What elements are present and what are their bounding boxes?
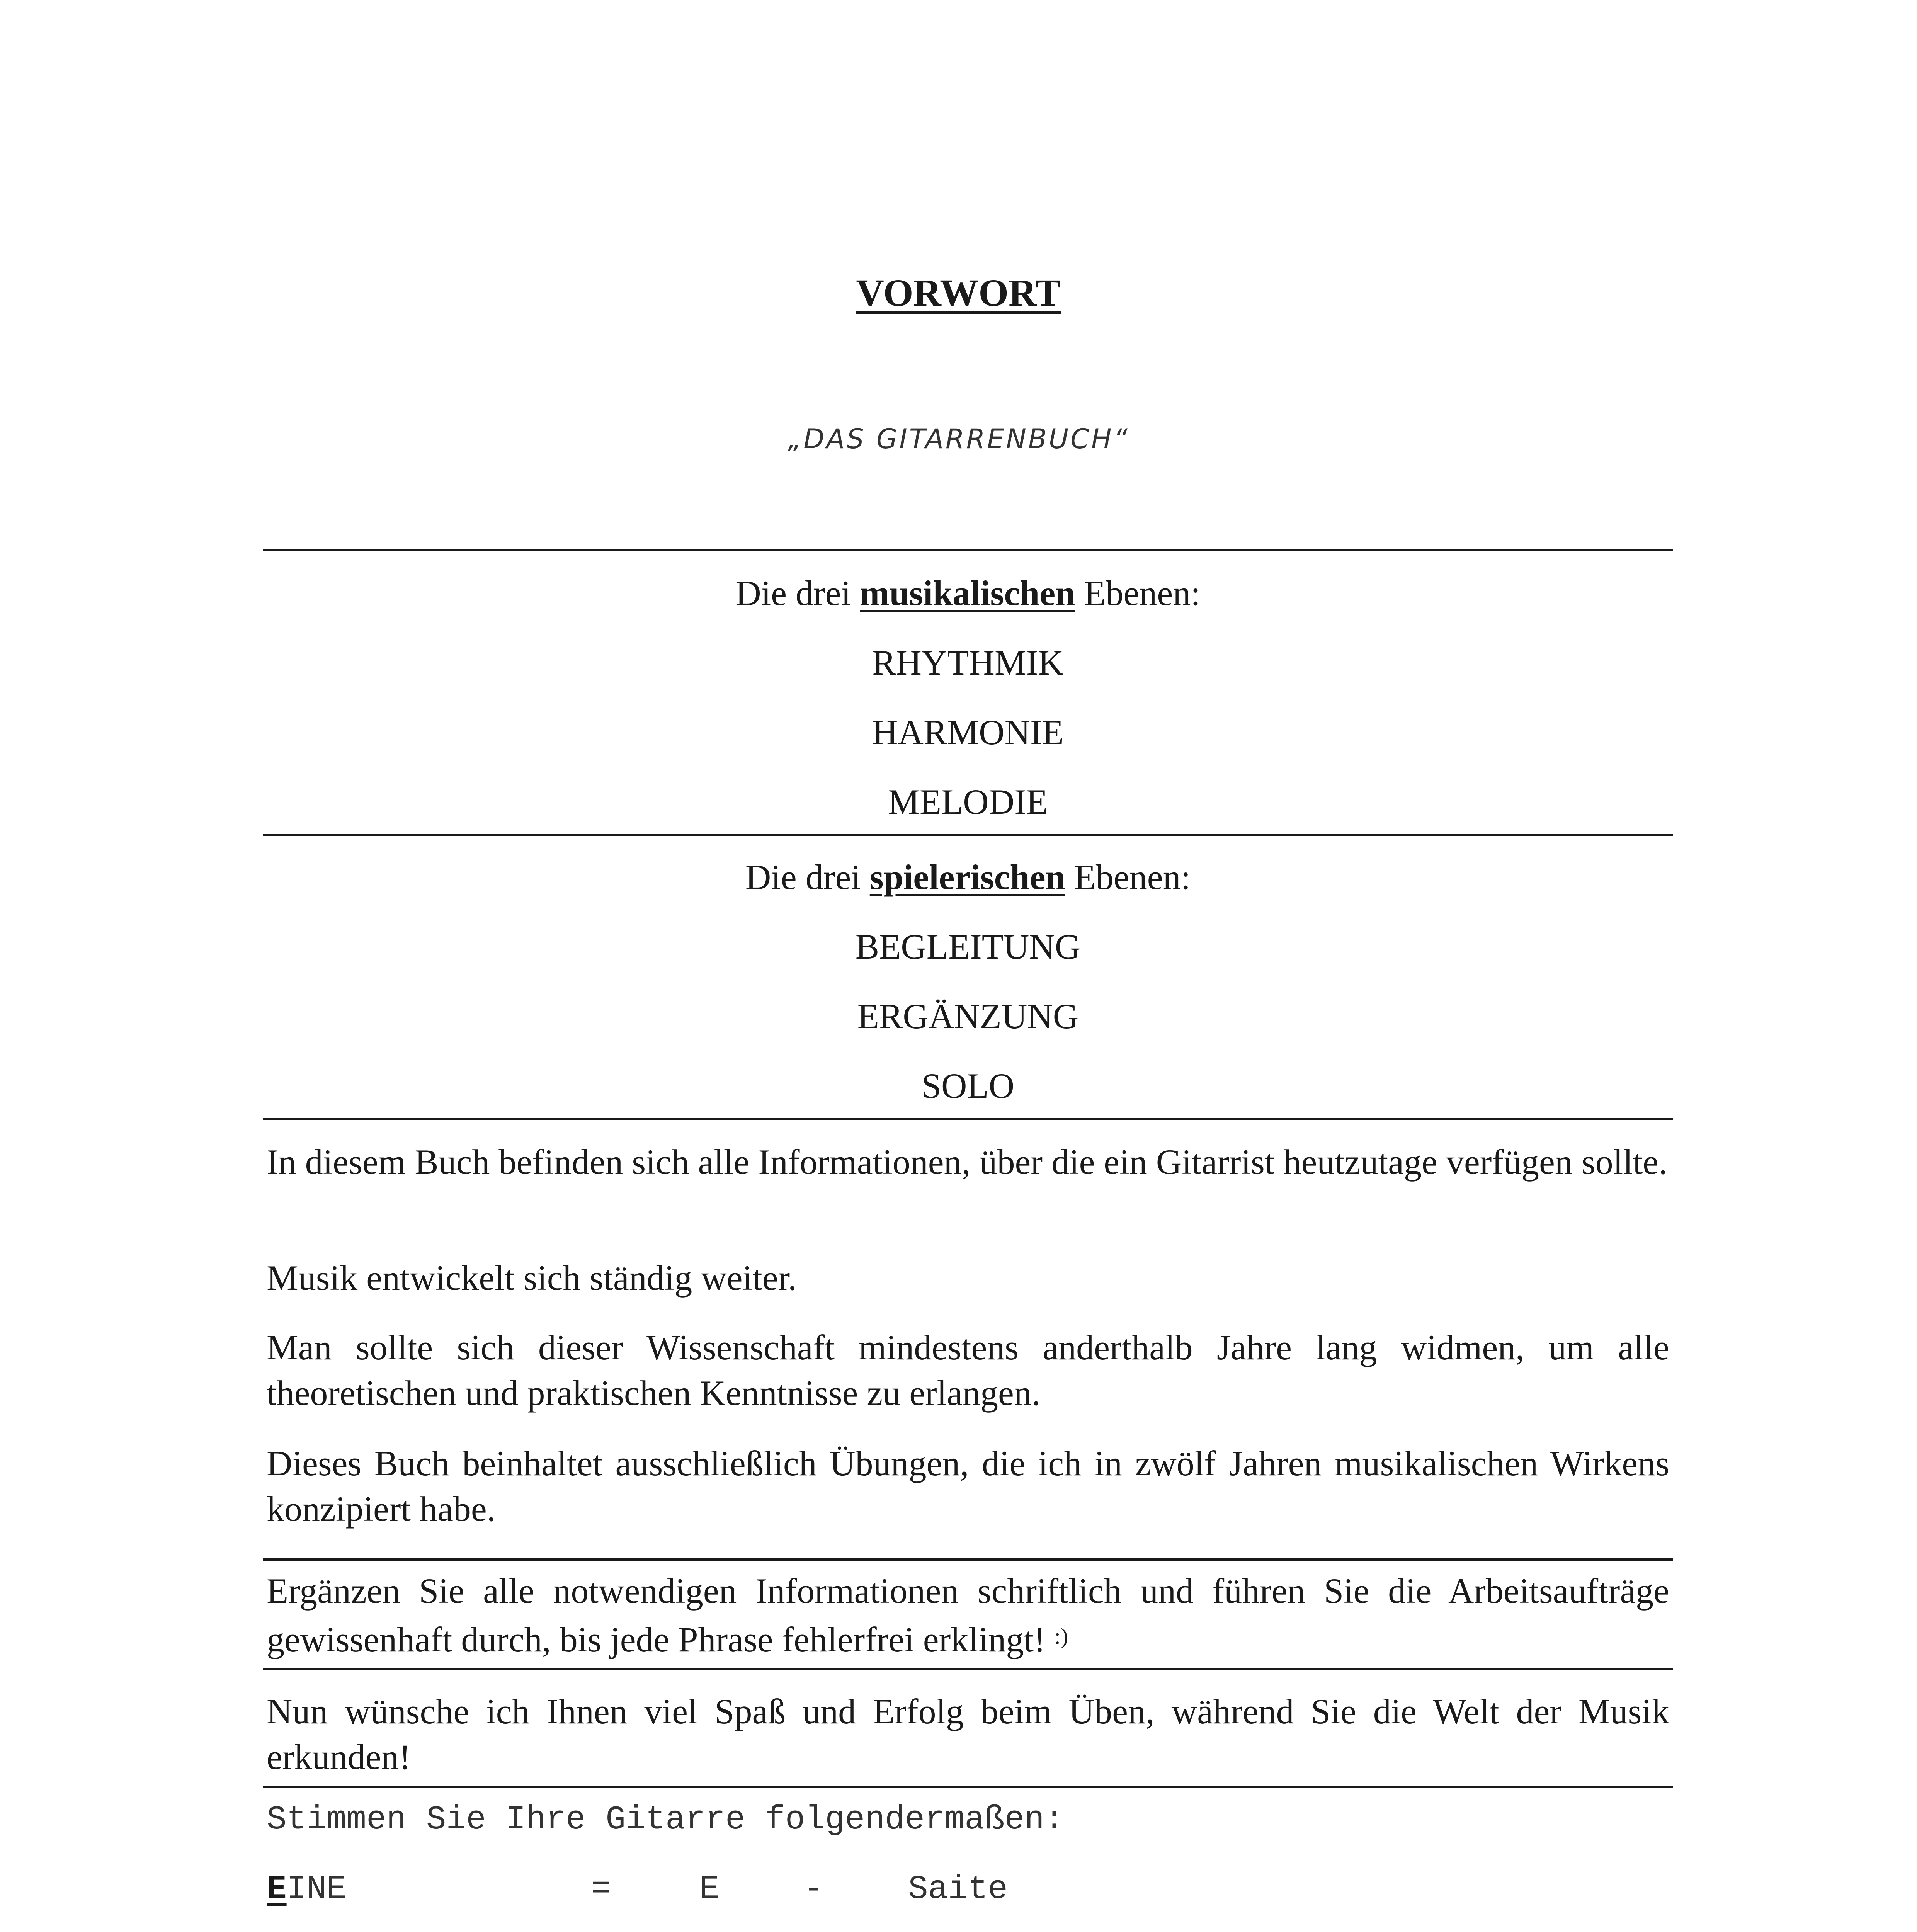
musical-levels-heading [263, 572, 1673, 614]
musical-level-item: RHYTHMIK [872, 643, 1064, 682]
divider [263, 549, 1673, 551]
string-label: Saite [908, 1870, 1008, 1908]
string-note: E [699, 1870, 720, 1908]
musical-level-item: HARMONIE [872, 713, 1064, 752]
word-rest: INE [286, 1870, 347, 1908]
heading-emphasis: spielerischen [869, 857, 1065, 897]
playing-levels-heading [263, 856, 1673, 898]
playing-level-item: SOLO [921, 1066, 1015, 1105]
instruction-text: Ergänzen Sie alle notwendigen Informationen schriftlich und führen Sie die Arbeitsaufträge gewissenhaft durch, bis jede Phrase fehlerfrei erklingt! [267, 1571, 1669, 1659]
equals-sign: = [591, 1870, 611, 1908]
divider [263, 1558, 1673, 1561]
heading-prefix: Die drei [745, 857, 861, 897]
tuning-row [267, 1870, 1194, 1913]
heading-prefix: Die drei [735, 573, 851, 613]
heading-emphasis: musikalischen [860, 573, 1075, 613]
divider [263, 1118, 1673, 1120]
dash: - [804, 1870, 824, 1908]
string-letter: E [267, 1870, 287, 1908]
mnemonic-word [267, 1870, 346, 1908]
divider [263, 1668, 1673, 1670]
paragraph: Man sollte sich dieser Wissenschaft mindestens anderthalb Jahre lang widmen, um alle theoretischen und praktischen Kenntnisse zu erlangen. [267, 1328, 1669, 1413]
divider [263, 1786, 1673, 1788]
closing-paragraph: Nun wünsche ich Ihnen viel Spaß und Erfolg beim Üben, während Sie die Welt der Musik erkunden! [267, 1692, 1669, 1777]
heading-suffix: Ebenen: [1074, 857, 1191, 897]
playing-level-item: BEGLEITUNG [855, 927, 1081, 966]
instruction-paragraph [267, 1568, 1669, 1662]
book-subtitle: „DAS GITARRENBUCH“ [788, 423, 1129, 455]
smiley-emoticon: :) [1054, 1624, 1068, 1649]
musical-level-item: MELODIE [888, 782, 1048, 821]
divider [263, 834, 1673, 836]
page-title: VORWORT [856, 271, 1061, 314]
paragraph: Dieses Buch beinhaltet ausschließlich Übungen, die ich in zwölf Jahren musikalischen Wirkens konzipiert habe. [267, 1444, 1669, 1529]
playing-level-item: ERGÄNZUNG [857, 997, 1079, 1036]
paragraph: Musik entwickelt sich ständig weiter. [267, 1258, 797, 1298]
paragraph: In diesem Buch befinden sich alle Informationen, über die ein Gitarrist heutzutage verfügen sollte. [267, 1142, 1668, 1182]
heading-suffix: Ebenen: [1084, 573, 1201, 613]
tuning-heading: Stimmen Sie Ihre Gitarre folgendermaßen: [267, 1801, 1065, 1838]
